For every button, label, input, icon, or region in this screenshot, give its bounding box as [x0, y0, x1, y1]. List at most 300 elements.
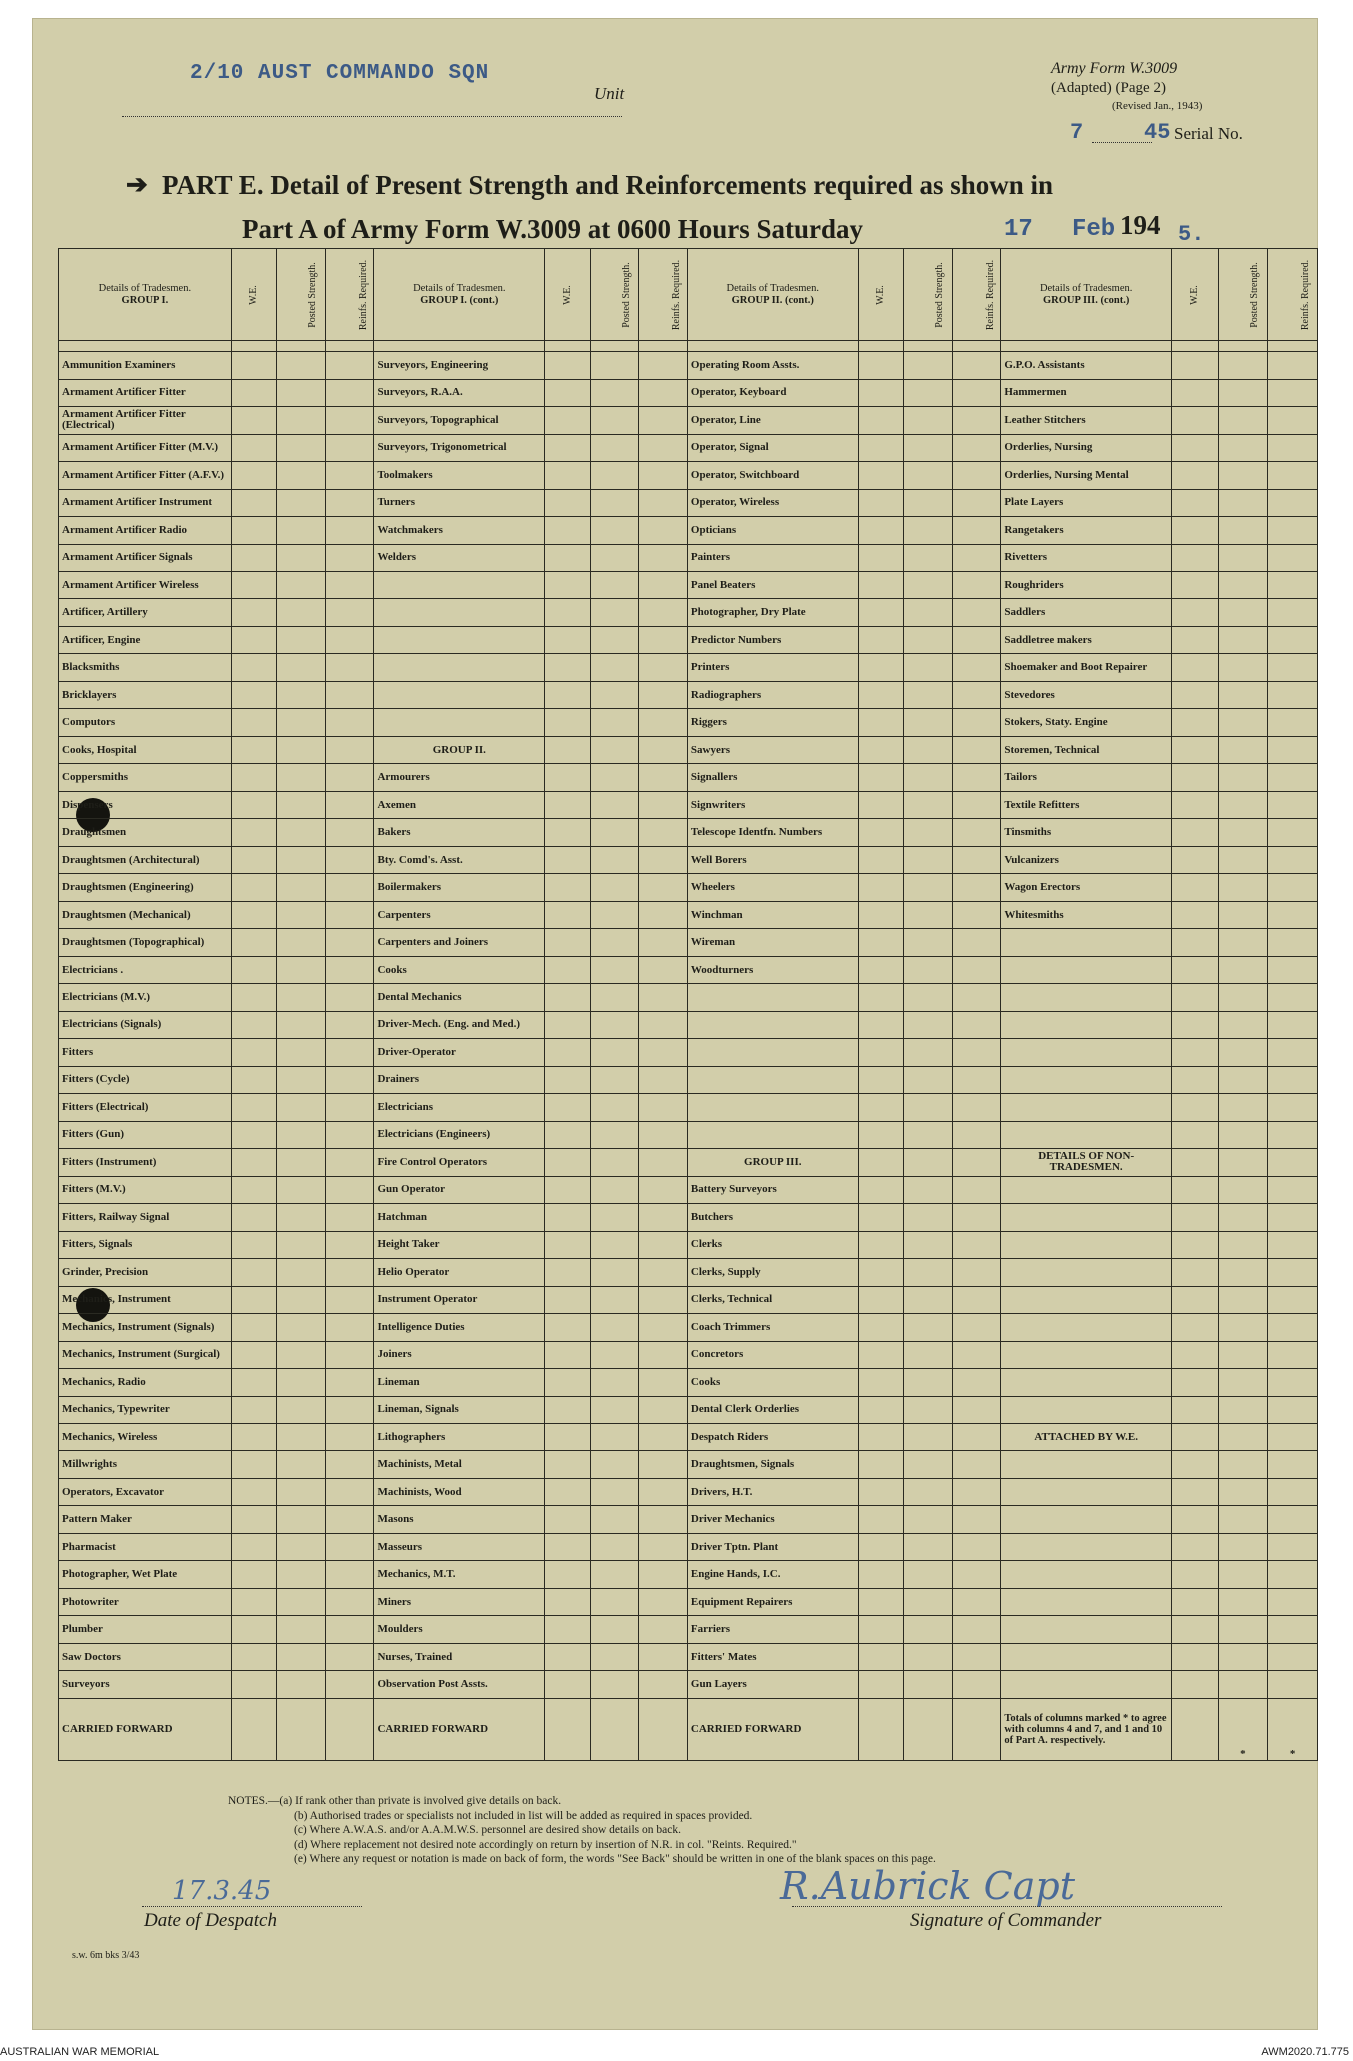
- we-cell[interactable]: [231, 434, 277, 461]
- we-cell[interactable]: [231, 819, 277, 846]
- we-cell[interactable]: [1172, 489, 1219, 516]
- reinfs-cell[interactable]: [1268, 1231, 1318, 1258]
- reinfs-cell[interactable]: [639, 819, 688, 846]
- reinfs-cell[interactable]: [952, 1424, 1001, 1451]
- we-cell[interactable]: [231, 791, 277, 818]
- we-cell[interactable]: [545, 1039, 591, 1066]
- we-cell[interactable]: [545, 1204, 591, 1231]
- posted-cell[interactable]: [1218, 1341, 1268, 1368]
- reinfs-cell[interactable]: [952, 1259, 1001, 1286]
- reinfs-cell[interactable]: [952, 489, 1001, 516]
- reinfs-cell[interactable]: [639, 874, 688, 901]
- we-cell[interactable]: [858, 1369, 904, 1396]
- reinfs-cell[interactable]: [952, 874, 1001, 901]
- reinfs-cell[interactable]: [639, 1451, 688, 1478]
- reinfs-cell[interactable]: [1268, 571, 1318, 598]
- posted-cell[interactable]: [1218, 379, 1268, 406]
- we-cell[interactable]: [858, 517, 904, 544]
- we-cell[interactable]: [1172, 1369, 1219, 1396]
- reinfs-cell[interactable]: [952, 434, 1001, 461]
- we-cell[interactable]: [858, 1204, 904, 1231]
- posted-cell[interactable]: [1218, 1588, 1268, 1615]
- posted-cell[interactable]: [277, 819, 326, 846]
- we-cell[interactable]: [545, 1424, 591, 1451]
- posted-cell[interactable]: [590, 1396, 639, 1423]
- reinfs-cell[interactable]: [952, 1506, 1001, 1533]
- reinfs-cell[interactable]: [952, 544, 1001, 571]
- posted-cell[interactable]: [277, 1616, 326, 1643]
- we-cell[interactable]: [858, 764, 904, 791]
- reinfs-cell[interactable]: [639, 1121, 688, 1148]
- posted-cell[interactable]: [1218, 352, 1268, 379]
- reinfs-cell[interactable]: [952, 1533, 1001, 1560]
- posted-cell[interactable]: [904, 462, 953, 489]
- posted-cell[interactable]: [590, 1204, 639, 1231]
- posted-cell[interactable]: [277, 434, 326, 461]
- posted-cell[interactable]: [1218, 736, 1268, 763]
- reinfs-cell[interactable]: [325, 626, 374, 653]
- reinfs-cell[interactable]: [639, 1066, 688, 1093]
- reinfs-cell[interactable]: [325, 1671, 374, 1699]
- posted-cell[interactable]: [904, 1066, 953, 1093]
- posted-cell[interactable]: [590, 764, 639, 791]
- reinfs-cell[interactable]: [952, 571, 1001, 598]
- we-cell[interactable]: [545, 1066, 591, 1093]
- reinfs-cell[interactable]: [1268, 1286, 1318, 1313]
- reinfs-cell[interactable]: [325, 379, 374, 406]
- we-cell[interactable]: [1172, 654, 1219, 681]
- posted-cell[interactable]: [904, 626, 953, 653]
- we-cell[interactable]: [1172, 901, 1219, 928]
- reinfs-cell[interactable]: [952, 846, 1001, 873]
- reinfs-cell[interactable]: [325, 1231, 374, 1258]
- reinfs-cell[interactable]: [952, 681, 1001, 708]
- we-cell[interactable]: [858, 984, 904, 1011]
- reinfs-cell[interactable]: [952, 764, 1001, 791]
- we-cell[interactable]: [1172, 1314, 1219, 1341]
- posted-cell[interactable]: [590, 1616, 639, 1643]
- we-cell[interactable]: [1172, 709, 1219, 736]
- posted-cell[interactable]: [904, 1204, 953, 1231]
- we-cell[interactable]: [858, 379, 904, 406]
- we-cell[interactable]: [1172, 1478, 1219, 1505]
- reinfs-cell[interactable]: [952, 791, 1001, 818]
- we-cell[interactable]: [231, 1286, 277, 1313]
- posted-cell[interactable]: [904, 517, 953, 544]
- reinfs-cell[interactable]: [1268, 1424, 1318, 1451]
- we-cell[interactable]: [545, 1369, 591, 1396]
- posted-cell[interactable]: [904, 736, 953, 763]
- we-cell[interactable]: [858, 1341, 904, 1368]
- posted-cell[interactable]: [904, 791, 953, 818]
- posted-cell[interactable]: [277, 956, 326, 983]
- reinfs-cell[interactable]: [325, 1121, 374, 1148]
- reinfs-cell[interactable]: [952, 352, 1001, 379]
- posted-cell[interactable]: [590, 1286, 639, 1313]
- reinfs-cell[interactable]: [325, 1314, 374, 1341]
- posted-cell[interactable]: [904, 929, 953, 956]
- posted-cell[interactable]: [904, 901, 953, 928]
- posted-cell[interactable]: [904, 956, 953, 983]
- reinfs-cell[interactable]: [952, 956, 1001, 983]
- reinfs-cell[interactable]: [1268, 984, 1318, 1011]
- we-cell[interactable]: [231, 626, 277, 653]
- posted-cell[interactable]: [277, 379, 326, 406]
- we-cell[interactable]: [858, 929, 904, 956]
- posted-cell[interactable]: [1218, 1149, 1268, 1176]
- we-cell[interactable]: [231, 1616, 277, 1643]
- posted-cell[interactable]: [277, 1314, 326, 1341]
- we-cell[interactable]: [545, 1588, 591, 1615]
- we-cell[interactable]: [1172, 1066, 1219, 1093]
- we-cell[interactable]: [858, 654, 904, 681]
- we-cell[interactable]: [231, 956, 277, 983]
- posted-cell[interactable]: [1218, 874, 1268, 901]
- reinfs-cell[interactable]: [639, 1231, 688, 1258]
- reinfs-cell[interactable]: [1268, 736, 1318, 763]
- we-cell[interactable]: [231, 1506, 277, 1533]
- we-cell[interactable]: [1172, 1176, 1219, 1203]
- posted-cell[interactable]: [277, 544, 326, 571]
- we-cell[interactable]: [1172, 1204, 1219, 1231]
- we-cell[interactable]: [1172, 764, 1219, 791]
- reinfs-cell[interactable]: [639, 1396, 688, 1423]
- reinfs-cell[interactable]: [952, 1231, 1001, 1258]
- we-cell[interactable]: [545, 984, 591, 1011]
- reinfs-cell[interactable]: [639, 681, 688, 708]
- posted-cell[interactable]: [277, 1066, 326, 1093]
- posted-cell[interactable]: [1218, 489, 1268, 516]
- we-cell[interactable]: [1172, 1533, 1219, 1560]
- we-cell[interactable]: [858, 901, 904, 928]
- posted-cell[interactable]: [590, 791, 639, 818]
- posted-cell[interactable]: [590, 1039, 639, 1066]
- we-cell[interactable]: [545, 1533, 591, 1560]
- reinfs-cell[interactable]: [325, 1478, 374, 1505]
- we-cell[interactable]: [858, 1259, 904, 1286]
- reinfs-cell[interactable]: [639, 1588, 688, 1615]
- posted-cell[interactable]: [277, 846, 326, 873]
- posted-cell[interactable]: [590, 681, 639, 708]
- we-cell[interactable]: [858, 571, 904, 598]
- posted-cell[interactable]: [590, 1066, 639, 1093]
- posted-cell[interactable]: [590, 626, 639, 653]
- posted-cell[interactable]: [277, 1231, 326, 1258]
- posted-cell[interactable]: [904, 819, 953, 846]
- reinfs-cell[interactable]: [325, 956, 374, 983]
- posted-cell[interactable]: [1218, 1561, 1268, 1588]
- we-cell[interactable]: [858, 1011, 904, 1038]
- we-cell[interactable]: [545, 654, 591, 681]
- reinfs-cell[interactable]: [1268, 352, 1318, 379]
- reinfs-cell[interactable]: [325, 846, 374, 873]
- posted-cell[interactable]: [590, 1121, 639, 1148]
- we-cell[interactable]: [231, 517, 277, 544]
- reinfs-cell[interactable]: [952, 1286, 1001, 1313]
- we-cell[interactable]: [545, 1011, 591, 1038]
- posted-cell[interactable]: [277, 1094, 326, 1121]
- reinfs-cell[interactable]: [639, 489, 688, 516]
- we-cell[interactable]: [231, 1588, 277, 1615]
- reinfs-cell[interactable]: [325, 571, 374, 598]
- reinfs-cell[interactable]: [325, 1286, 374, 1313]
- reinfs-cell[interactable]: [639, 1478, 688, 1505]
- posted-cell[interactable]: [904, 352, 953, 379]
- reinfs-cell[interactable]: [1268, 709, 1318, 736]
- we-cell[interactable]: [545, 352, 591, 379]
- posted-cell[interactable]: [590, 1451, 639, 1478]
- we-cell[interactable]: [1172, 1259, 1219, 1286]
- reinfs-cell[interactable]: [639, 1561, 688, 1588]
- reinfs-cell[interactable]: [639, 1643, 688, 1670]
- posted-cell[interactable]: [590, 1533, 639, 1560]
- posted-cell[interactable]: [1218, 462, 1268, 489]
- posted-cell[interactable]: [590, 517, 639, 544]
- we-cell[interactable]: [858, 846, 904, 873]
- posted-cell[interactable]: [590, 1369, 639, 1396]
- posted-cell[interactable]: [277, 352, 326, 379]
- reinfs-cell[interactable]: [325, 1451, 374, 1478]
- we-cell[interactable]: [858, 352, 904, 379]
- we-cell[interactable]: [858, 1314, 904, 1341]
- we-cell[interactable]: [858, 1396, 904, 1423]
- posted-cell[interactable]: [904, 1039, 953, 1066]
- posted-cell[interactable]: [277, 874, 326, 901]
- we-cell[interactable]: [545, 846, 591, 873]
- posted-cell[interactable]: [590, 571, 639, 598]
- reinfs-cell[interactable]: [1268, 462, 1318, 489]
- we-cell[interactable]: [545, 681, 591, 708]
- we-cell[interactable]: [858, 489, 904, 516]
- we-cell[interactable]: [545, 571, 591, 598]
- posted-cell[interactable]: [904, 1369, 953, 1396]
- we-cell[interactable]: [231, 1149, 277, 1176]
- we-cell[interactable]: [1172, 846, 1219, 873]
- reinfs-cell[interactable]: [1268, 1451, 1318, 1478]
- we-cell[interactable]: [1172, 379, 1219, 406]
- reinfs-cell[interactable]: [639, 1259, 688, 1286]
- we-cell[interactable]: [545, 1451, 591, 1478]
- we-cell[interactable]: [1172, 1451, 1219, 1478]
- reinfs-cell[interactable]: [952, 1561, 1001, 1588]
- we-cell[interactable]: [545, 901, 591, 928]
- we-cell[interactable]: [1172, 1506, 1219, 1533]
- posted-cell[interactable]: [590, 1506, 639, 1533]
- we-cell[interactable]: [858, 1451, 904, 1478]
- reinfs-cell[interactable]: [952, 736, 1001, 763]
- reinfs-cell[interactable]: [1268, 1121, 1318, 1148]
- we-cell[interactable]: [545, 379, 591, 406]
- we-cell[interactable]: [545, 489, 591, 516]
- we-cell[interactable]: [231, 654, 277, 681]
- reinfs-cell[interactable]: [639, 984, 688, 1011]
- reinfs-cell[interactable]: [639, 1314, 688, 1341]
- posted-cell[interactable]: [277, 571, 326, 598]
- we-cell[interactable]: [858, 626, 904, 653]
- we-cell[interactable]: [1172, 1643, 1219, 1670]
- reinfs-cell[interactable]: [639, 462, 688, 489]
- posted-cell[interactable]: [1218, 1231, 1268, 1258]
- we-cell[interactable]: [858, 407, 904, 434]
- posted-cell[interactable]: [1218, 1204, 1268, 1231]
- posted-cell[interactable]: [277, 1369, 326, 1396]
- posted-cell[interactable]: [277, 1341, 326, 1368]
- we-cell[interactable]: [231, 681, 277, 708]
- reinfs-cell[interactable]: [325, 1011, 374, 1038]
- we-cell[interactable]: [231, 462, 277, 489]
- we-cell[interactable]: [231, 1451, 277, 1478]
- reinfs-cell[interactable]: [1268, 956, 1318, 983]
- we-cell[interactable]: [858, 462, 904, 489]
- reinfs-cell[interactable]: [952, 379, 1001, 406]
- reinfs-cell[interactable]: [325, 901, 374, 928]
- we-cell[interactable]: [858, 1231, 904, 1258]
- we-cell[interactable]: [1172, 434, 1219, 461]
- reinfs-cell[interactable]: [325, 1616, 374, 1643]
- we-cell[interactable]: [231, 1396, 277, 1423]
- reinfs-cell[interactable]: [952, 407, 1001, 434]
- reinfs-cell[interactable]: [1268, 1561, 1318, 1588]
- reinfs-cell[interactable]: [639, 544, 688, 571]
- posted-cell[interactable]: [904, 1149, 953, 1176]
- posted-cell[interactable]: [277, 736, 326, 763]
- we-cell[interactable]: [545, 1506, 591, 1533]
- we-cell[interactable]: [231, 709, 277, 736]
- posted-cell[interactable]: [904, 1616, 953, 1643]
- reinfs-cell[interactable]: [952, 517, 1001, 544]
- posted-cell[interactable]: [1218, 1478, 1268, 1505]
- reinfs-cell[interactable]: [1268, 1671, 1318, 1699]
- we-cell[interactable]: [231, 764, 277, 791]
- reinfs-cell[interactable]: [1268, 1478, 1318, 1505]
- reinfs-cell[interactable]: [1268, 489, 1318, 516]
- we-cell[interactable]: [1172, 352, 1219, 379]
- we-cell[interactable]: [231, 1369, 277, 1396]
- posted-cell[interactable]: [590, 1643, 639, 1670]
- reinfs-cell[interactable]: [325, 1506, 374, 1533]
- we-cell[interactable]: [545, 626, 591, 653]
- posted-cell[interactable]: [904, 544, 953, 571]
- reinfs-cell[interactable]: [639, 1616, 688, 1643]
- we-cell[interactable]: [1172, 1121, 1219, 1148]
- reinfs-cell[interactable]: [325, 1094, 374, 1121]
- posted-cell[interactable]: [904, 379, 953, 406]
- reinfs-cell[interactable]: [952, 654, 1001, 681]
- reinfs-cell[interactable]: [952, 462, 1001, 489]
- reinfs-cell[interactable]: [639, 571, 688, 598]
- we-cell[interactable]: [231, 1643, 277, 1670]
- we-cell[interactable]: [231, 489, 277, 516]
- posted-cell[interactable]: [277, 1286, 326, 1313]
- we-cell[interactable]: [858, 736, 904, 763]
- reinfs-cell[interactable]: [325, 1424, 374, 1451]
- reinfs-cell[interactable]: [1268, 1066, 1318, 1093]
- posted-cell[interactable]: [590, 1149, 639, 1176]
- reinfs-cell[interactable]: [1268, 1369, 1318, 1396]
- reinfs-cell[interactable]: [325, 736, 374, 763]
- posted-cell[interactable]: [1218, 901, 1268, 928]
- we-cell[interactable]: [231, 874, 277, 901]
- posted-cell[interactable]: [904, 434, 953, 461]
- posted-cell[interactable]: [277, 1478, 326, 1505]
- posted-cell[interactable]: [277, 1451, 326, 1478]
- reinfs-cell[interactable]: [325, 681, 374, 708]
- reinfs-cell[interactable]: [639, 1533, 688, 1560]
- we-cell[interactable]: [1172, 626, 1219, 653]
- we-cell[interactable]: [231, 599, 277, 626]
- reinfs-cell[interactable]: [325, 517, 374, 544]
- reinfs-cell[interactable]: [325, 462, 374, 489]
- reinfs-cell[interactable]: [952, 599, 1001, 626]
- we-cell[interactable]: [231, 929, 277, 956]
- posted-cell[interactable]: [277, 681, 326, 708]
- we-cell[interactable]: [858, 434, 904, 461]
- we-cell[interactable]: [1172, 1149, 1219, 1176]
- reinfs-cell[interactable]: [325, 599, 374, 626]
- posted-cell[interactable]: [904, 1451, 953, 1478]
- we-cell[interactable]: [1172, 1616, 1219, 1643]
- posted-cell[interactable]: [590, 462, 639, 489]
- posted-cell[interactable]: [904, 846, 953, 873]
- we-cell[interactable]: [231, 1259, 277, 1286]
- reinfs-cell[interactable]: [325, 929, 374, 956]
- reinfs-cell[interactable]: [1268, 1011, 1318, 1038]
- reinfs-cell[interactable]: [639, 1011, 688, 1038]
- reinfs-cell[interactable]: [639, 1149, 688, 1176]
- reinfs-cell[interactable]: [1268, 434, 1318, 461]
- we-cell[interactable]: [545, 791, 591, 818]
- reinfs-cell[interactable]: [952, 1314, 1001, 1341]
- we-cell[interactable]: [1172, 1561, 1219, 1588]
- reinfs-cell[interactable]: [1268, 1588, 1318, 1615]
- reinfs-cell[interactable]: [639, 736, 688, 763]
- reinfs-cell[interactable]: [952, 1588, 1001, 1615]
- posted-cell[interactable]: [904, 764, 953, 791]
- we-cell[interactable]: [231, 1561, 277, 1588]
- posted-cell[interactable]: [277, 1204, 326, 1231]
- reinfs-cell[interactable]: [639, 1204, 688, 1231]
- posted-cell[interactable]: [590, 1341, 639, 1368]
- posted-cell[interactable]: [904, 1259, 953, 1286]
- we-cell[interactable]: [231, 379, 277, 406]
- reinfs-cell[interactable]: [325, 984, 374, 1011]
- we-cell[interactable]: [231, 984, 277, 1011]
- posted-cell[interactable]: [590, 434, 639, 461]
- we-cell[interactable]: [545, 599, 591, 626]
- we-cell[interactable]: [1172, 571, 1219, 598]
- reinfs-cell[interactable]: [639, 1176, 688, 1203]
- posted-cell[interactable]: [904, 1561, 953, 1588]
- posted-cell[interactable]: [1218, 956, 1268, 983]
- we-cell[interactable]: [858, 1506, 904, 1533]
- posted-cell[interactable]: [590, 1671, 639, 1699]
- we-cell[interactable]: [858, 1561, 904, 1588]
- posted-cell[interactable]: [1218, 984, 1268, 1011]
- we-cell[interactable]: [231, 1231, 277, 1258]
- reinfs-cell[interactable]: [639, 379, 688, 406]
- reinfs-cell[interactable]: [325, 1259, 374, 1286]
- we-cell[interactable]: [545, 1396, 591, 1423]
- reinfs-cell[interactable]: [639, 1671, 688, 1699]
- reinfs-cell[interactable]: [952, 929, 1001, 956]
- we-cell[interactable]: [545, 736, 591, 763]
- we-cell[interactable]: [858, 1671, 904, 1699]
- reinfs-cell[interactable]: [952, 1643, 1001, 1670]
- reinfs-cell[interactable]: [639, 709, 688, 736]
- reinfs-cell[interactable]: [325, 1149, 374, 1176]
- reinfs-cell[interactable]: [952, 1396, 1001, 1423]
- reinfs-cell[interactable]: [1268, 874, 1318, 901]
